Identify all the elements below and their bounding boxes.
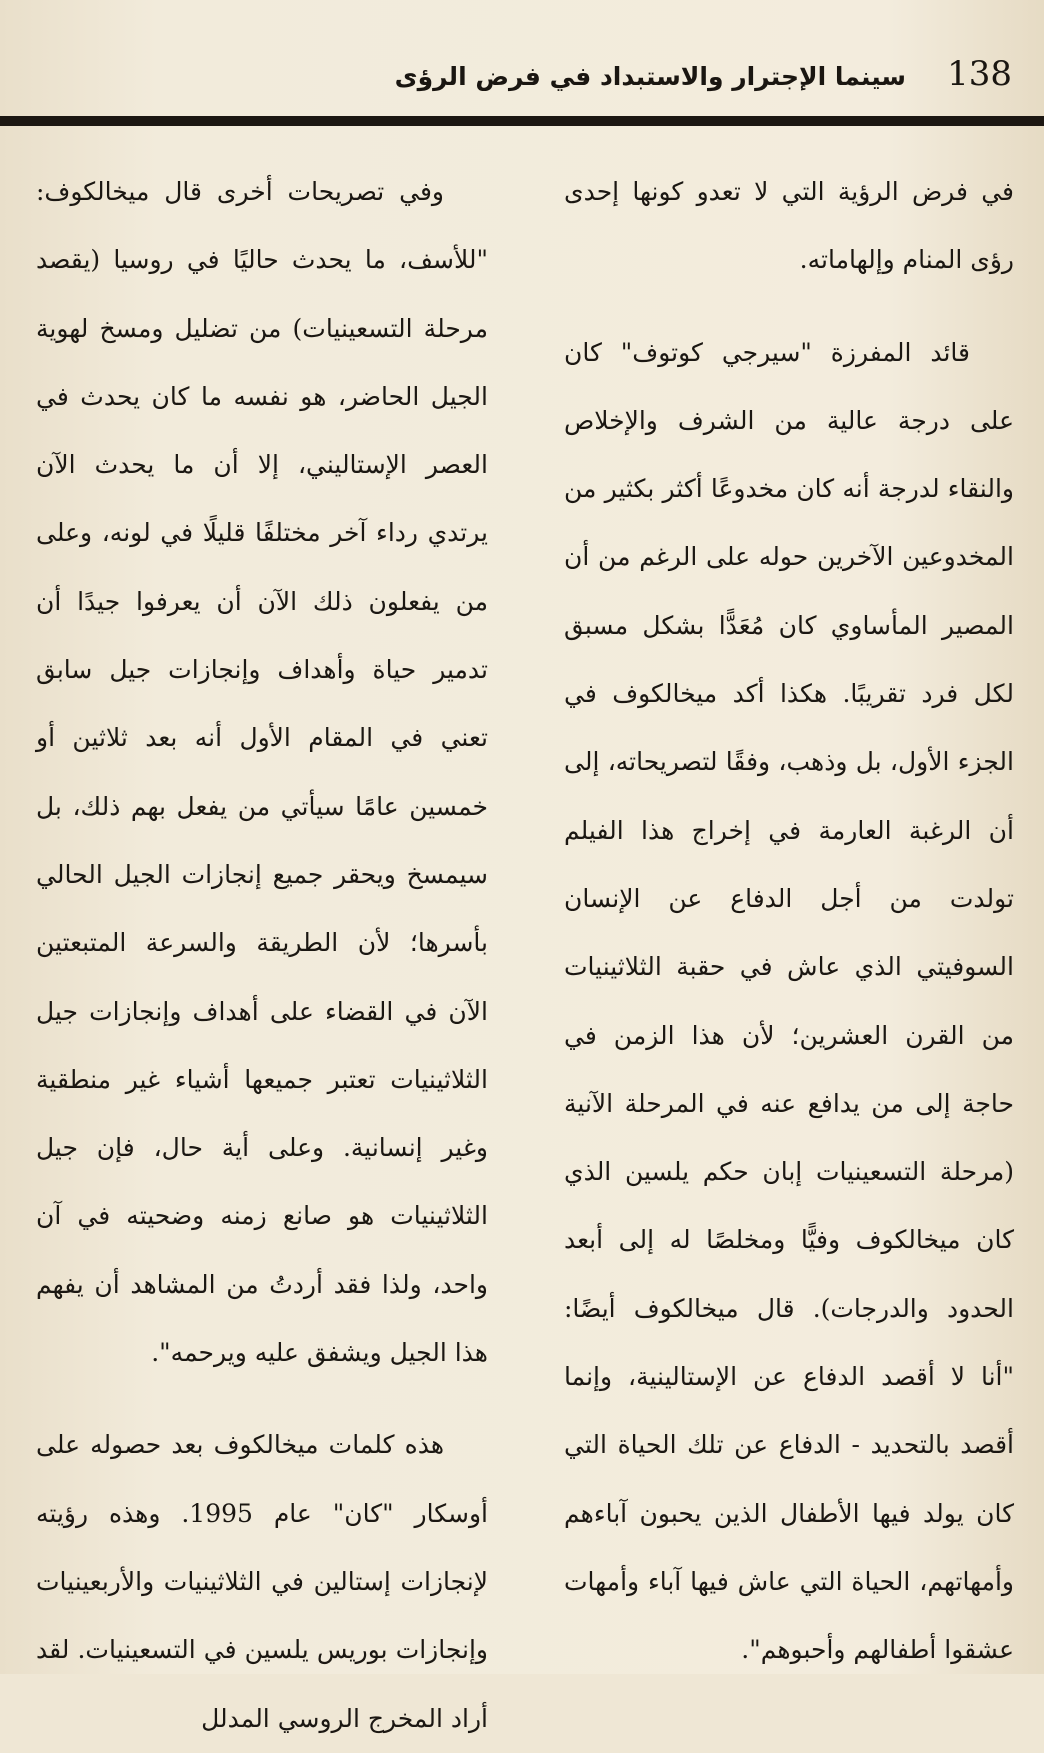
page-number: 138 [947, 54, 1012, 94]
paragraph: في فرض الرؤية التي لا تعدو كونها إحدى رؤى المنام وإلهاماته. [564, 177, 1014, 275]
right-column [564, 158, 1014, 1685]
paragraph: وفي تصريحات أخرى قال ميخالكوف: "للأسف، ما يحدث حاليًا في روسيا (يقصد مرحلة التسعينيات) من تضليل ومسخ لهوية الجيل الحاضر، هو نفسه ما كان يحدث في العصر الإستاليني، إلا أن ما يحدث الآن يرتدي رداء آخر مختلفًا قليلًا في لونه، وعلى من يفعلون ذلك الآن أن يعرفوا جيدًا أن تدمير حياة وأهداف وإنجازات جيل سابق تعني في المقام الأول أنه بعد ثلاثين أو خمسين عامًا سيأتي من يفعل بهم ذلك، بل سيمسخ ويحقر جميع إنجازات الجيل الحالي بأسرها؛ لأن الطريقة والسرعة المتبعتين الآن في القضاء على أهداف وإنجازات جيل الثلاثينيات تعتبر جميعها أشياء غير منطقية وغير إنسانية. وعلى أية حال، فإن جيل الثلاثينيات هو صانع زمنه وضحيته في آن واحد، ولذا فقد أردتُ من المشاهد أن يفهم هذا الجيل ويشفق عليه ويرحمه". [36, 177, 488, 1368]
paragraph: قائد المفرزة "سيرجي كوتوف" كان على درجة عالية من الشرف والإخلاص والنقاء لدرجة أنه كان مخدوعًا أكثر بكثير من المخدوعين الآخرين حوله على الرغم من أن المصير المأساوي كان مُعَدًّا بشكل مسبق لكل فرد تقريبًا. هكذا أكد ميخالكوف في الجزء الأول، بل وذهب، وفقًا لتصريحاته، إلى أن الرغبة العارمة في إخراج هذا الفيلم تولدت من أجل الدفاع عن الإنسان السوفيتي الذي عاش في حقبة الثلاثينيات من القرن العشرين؛ لأن هذا الزمن في حاجة إلى من يدافع عنه في المرحلة الآنية (مرحلة التسعينيات إبان حكم يلسين الذي كان ميخالكوف وفيًّا ومخلصًا له إلى أبعد الحدود والدرجات). قال ميخالكوف أيضًا: "أنا لا أقصد الدفاع عن الإستالينية، وإنما أقصد بالتحديد - الدفاع عن تلك الحياة التي كان يولد فيها الأطفال الذين يحبون آباءهم وأمهاتهم، الحياة التي عاش فيها آباء وأمهات عشقوا أطفالهم وأحبوهم". [564, 337, 1014, 1665]
paragraph-gap [36, 1387, 488, 1411]
left-column [36, 158, 488, 1753]
header-rule [0, 116, 1044, 126]
paragraph-gap [564, 295, 1014, 319]
running-title: سينما الإجترار والاستبداد في فرض الرؤى [394, 62, 906, 91]
page-header [0, 52, 1044, 102]
paragraph: هذه كلمات ميخالكوف بعد حصوله على أوسكار "كان" عام 1995. وهذه رؤيته لإنجازات إستالين في الثلاثينيات والأربعينيات وإنجازات بوريس يلسين في التسعينيات. لقد أراد المخرج الروسي المدلل [36, 1430, 488, 1733]
